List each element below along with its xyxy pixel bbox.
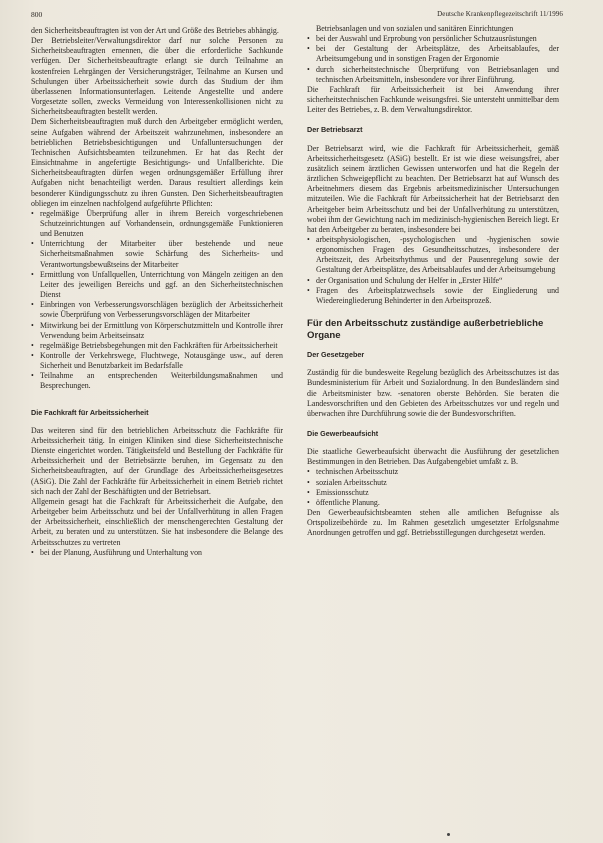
list-item: • Kontrolle der Verkehrswege, Fluchtwege, Notausgänge usw., auf deren Sicherheit und Benutzbarkeit im Bedarfsfalle: [31, 351, 283, 371]
fachkraft-list: [31, 548, 283, 558]
list-item: • durch sicherheitstechnische Überprüfung von Betriebsanlagen und technischen Arbeitsmitteln, insbesondere vor ihrer Einführung.: [307, 65, 559, 85]
page-mark: [447, 833, 450, 836]
list-item: • Fragen des Arbeitsplatzwechsels sowie der Eingliederung und Wiedereingliederung Behinderter in den Arbeitsprozeß.: [307, 286, 559, 306]
right-column: [307, 24, 559, 539]
list-item: • Mitwirkung bei der Ermittlung von Körperschutzmitteln und Kontrolle ihrer Verwendung beim Arbeitseinsatz: [31, 321, 283, 341]
section-heading-fachkraft: Die Fachkraft für Arbeitssicherheit: [31, 407, 149, 417]
paragraph: Der Betriebsarzt wird, wie die Fachkraft für Arbeitssicherheit, gemäß Arbeitssicherheitsgesetz (ASiG) bestellt. Er ist wie diese weisungsfrei, aber zusätzlich seinem ärztlichen Gewissen unterworfen und hat die Regeln der ärztlichen Schweigepflicht zu beachten. Der Betriebsarzt hat auf Wunsch des Arbeitnehmers diesem das Ergebnis arbeitsmedizinischer Untersuchungen mitzuteilen. Wie die Fachkraft für Arbeitssicherheit hat der Betriebsarzt den Arbeitgeber beim Arbeitsschutz und bei der Unfallverhütung zu unterstützen, wobei ihm der Gewichtung nach im medizinisch-hygienischen Bereich liegt. Er hat den Arbeitgeber zu beraten, insbesondere bei: [307, 143, 559, 234]
paragraph: Dem Sicherheitsbeauftragten muß durch den Arbeitgeber ermöglicht werden, seine Aufgaben während der Arbeitszeit wahrzunehmen, insbesondere an betrieblichen Betriebsbesichtigungen und Unfalluntersuchungen der Technischen Aufsichtsbeamten teilzunehmen. Er hat das Recht der Einsichtnahme in angefertigte Besichtigungs- und Unfallberichte. Die Sicherheitsbeauftragten dürfen wegen ordnungsgemäßer Erfüllung ihrer Aufgaben nicht benachteiligt werden. Daraus resultiert allerdings kein besonderer Kündigungsschutz zu ihren Gunsten. Den Sicherheitsbeauftragten obliegen im einzelnen nachfolgend aufgeführte Pflichten:: [31, 117, 283, 208]
section-heading-gewerbeaufsicht: Die Gewerbeaufsicht: [307, 429, 379, 438]
paragraph: den Sicherheitsbeauftragten ist von der Art und Größe des Betriebes abhängig.: [31, 26, 279, 35]
list-item: • bei der Planung, Ausführung und Unterhaltung von: [31, 548, 283, 558]
section-heading-gesetzgeber: Der Gesetzgeber: [307, 350, 365, 360]
list-item: • sozialen Arbeitsschutz: [307, 478, 559, 488]
paragraph: Das weiteren sind für den betrieblichen Arbeitsschutz die Fachkräfte für Arbeitssicherheit tätig. In einigen Kliniken sind diese Sicherheitstechnische Dienste eingerichtet worden. Tätigkeitsfeld und Bestellung der Fachkräfte für Arbeitssicherheit und der Betriebsärzte beruhen, im Gegensatz zu den Sicherheitsbeauftragten, auf der Grundlage des Arbeitssicherheitsgesetzes (ASiG). Die Zahl der Fachkräfte für Arbeitssicherheit in einem Betrieb richtet sich nach der Zahl der Beschäftigten und der Betriebsart.: [31, 425, 283, 496]
betriebsarzt-list: [307, 235, 559, 306]
list-item: • Teilnahme an entsprechenden Weiterbildungsmaßnahmen und Besprechungen.: [31, 371, 283, 391]
list-item: • bei der Auswahl und Erprobung von persönlicher Schutzausrüstungen: [307, 34, 559, 44]
journal-header: Deutsche Krankenpflegezeitschrift 11/1996: [437, 10, 563, 18]
list-item: • Ermittlung von Unfallquellen, Unterrichtung von Mängeln zeitigen an den Leiter des jeweiligen Bereichs und ggf. an den Sicherheitstechnischen Dienst: [31, 270, 283, 300]
paragraph: Die Fachkraft für Arbeitssicherheit ist bei Anwendung ihrer sicherheitstechnischen Fachkunde weisungsfrei. Sie untersteht unmittelbar dem Leiter des Betriebes, z. B. dem Verwaltungsdirektor.: [307, 84, 559, 115]
duties-list: [31, 209, 283, 392]
paragraph: Zuständig für die bundesweite Regelung bezüglich des Arbeitsschutzes ist das Bundesministerium für Arbeit und Sozialordnung. In den Bundesländern sind die Arbeitsminister bzw. -senatoren oberste Behörden. Sie beraten die Landesvorschriften und den Gebieten des Arbeitsschutzes vor und regeln und überwachen ihre Durchführung sowie die der Bundesvorschriften.: [307, 368, 559, 418]
paragraph: Allgemein gesagt hat die Fachkraft für Arbeitssicherheit die Aufgabe, den Arbeitgeber beim Arbeitsschutz und bei der Unfallverhütung in allen Fragen der Arbeitssicherheit, einschließlich der menschengerechten Gestaltung der Arbeit, zu beraten und zu unterstützen. Sie hat insbesondere die Belange des Arbeitsschutzes zu vertreten: [31, 496, 283, 547]
list-item: • technischen Arbeitsschutz: [307, 467, 559, 477]
list-item: • regelmäßige Überprüfung aller in ihrem Bereich vorgeschriebenen Schutzeinrichtungen auf Vorhandensein, ordnungsgemäße Funktionieren und Benutzen: [31, 209, 283, 239]
paragraph: Der Betriebsleiter/Verwaltungsdirektor darf nur solche Personen zu Sicherheitsbeauftragten ernennen, die über die erforderliche Sachkunde verfügen. Der Sicherheitsbeauftragte erlangt sie durch Teilnahme an kostenfreien Lehrgängen der Versicherungsträger, Teilnahme an Kursen und Schulungen über Arbeitssicherheit sowie durch das Studium der ihm überlassenen Informationsunterlagen. Leitende Angestellte und andere Vorgesetzte sollen, zwecks Vermeidung von Interessenkollisionen nicht zu Sicherheitsbeauftragten bestellt werden.: [31, 36, 283, 117]
gewerbe-list: [307, 467, 559, 508]
list-item: • Emissionsschutz: [307, 488, 559, 498]
section-heading-organe: Für den Arbeitsschutz zuständige außerbetriebliche Organe: [307, 318, 544, 342]
fachkraft-list-continued: [307, 34, 559, 85]
list-item: • der Organisation und Schulung der Helfer in „Erster Hilfe“: [307, 276, 559, 286]
list-item: • regelmäßige Betriebsbegehungen mit den Fachkräften für Arbeitssicherheit: [31, 341, 283, 351]
paragraph: Den Gewerbeaufsichtsbeamten stehen alle amtlichen Befugnisse als Ortspolizeibehörde zu. Im Rahmen gesetzlich umgesetzter Erfolgsnahme Anordnungen getroffen und ggf. Betriebsstillegungen durchgesetzt werden.: [307, 508, 559, 538]
list-item: • Unterrichtung der Mitarbeiter über bestehende und neue Sicherheitsmaßnahmen sowie Schärfung des Sicherheits- und Verantwortungsbewußtseins der Mitarbeiter: [31, 239, 283, 269]
list-item: • öffentliche Planung.: [307, 498, 559, 508]
left-column: [31, 26, 283, 558]
list-item: • arbeitsphysiologischen, -psychologischen und -hygienischen sowie ergonomischen Fragen des Gesundheitsschutzes, insbesondere der Arbeitszeit, des Arbeitsrhythmus und der Pausenregelung sowie der Gestaltung der Arbeitsplätze, des Arbeitsablaufes und der Arbeitsumgebung: [307, 235, 559, 276]
paragraph: Die staatliche Gewerbeaufsicht überwacht die Ausführung der gesetzlichen Bestimmungen in den Betrieben. Das Aufgabengebiet umfaßt z. B.: [307, 447, 559, 467]
list-item: • Einbringen von Verbesserungsvorschlägen bezüglich der Arbeitssicherheit sowie Überprüfung von Verbesserungsvorschlägen der Mitarbeiter: [31, 300, 283, 320]
list-item: • bei der Gestaltung der Arbeitsplätze, des Arbeitsablaufes, der Arbeitsumgebung und in sonstigen Fragen der Ergonomie: [307, 44, 559, 64]
paragraph: Betriebsanlagen und von sozialen und sanitären Einrichtungen: [316, 24, 514, 33]
section-heading-betriebsarzt: Der Betriebsarzt: [307, 125, 363, 135]
page-number: 800: [31, 10, 43, 19]
